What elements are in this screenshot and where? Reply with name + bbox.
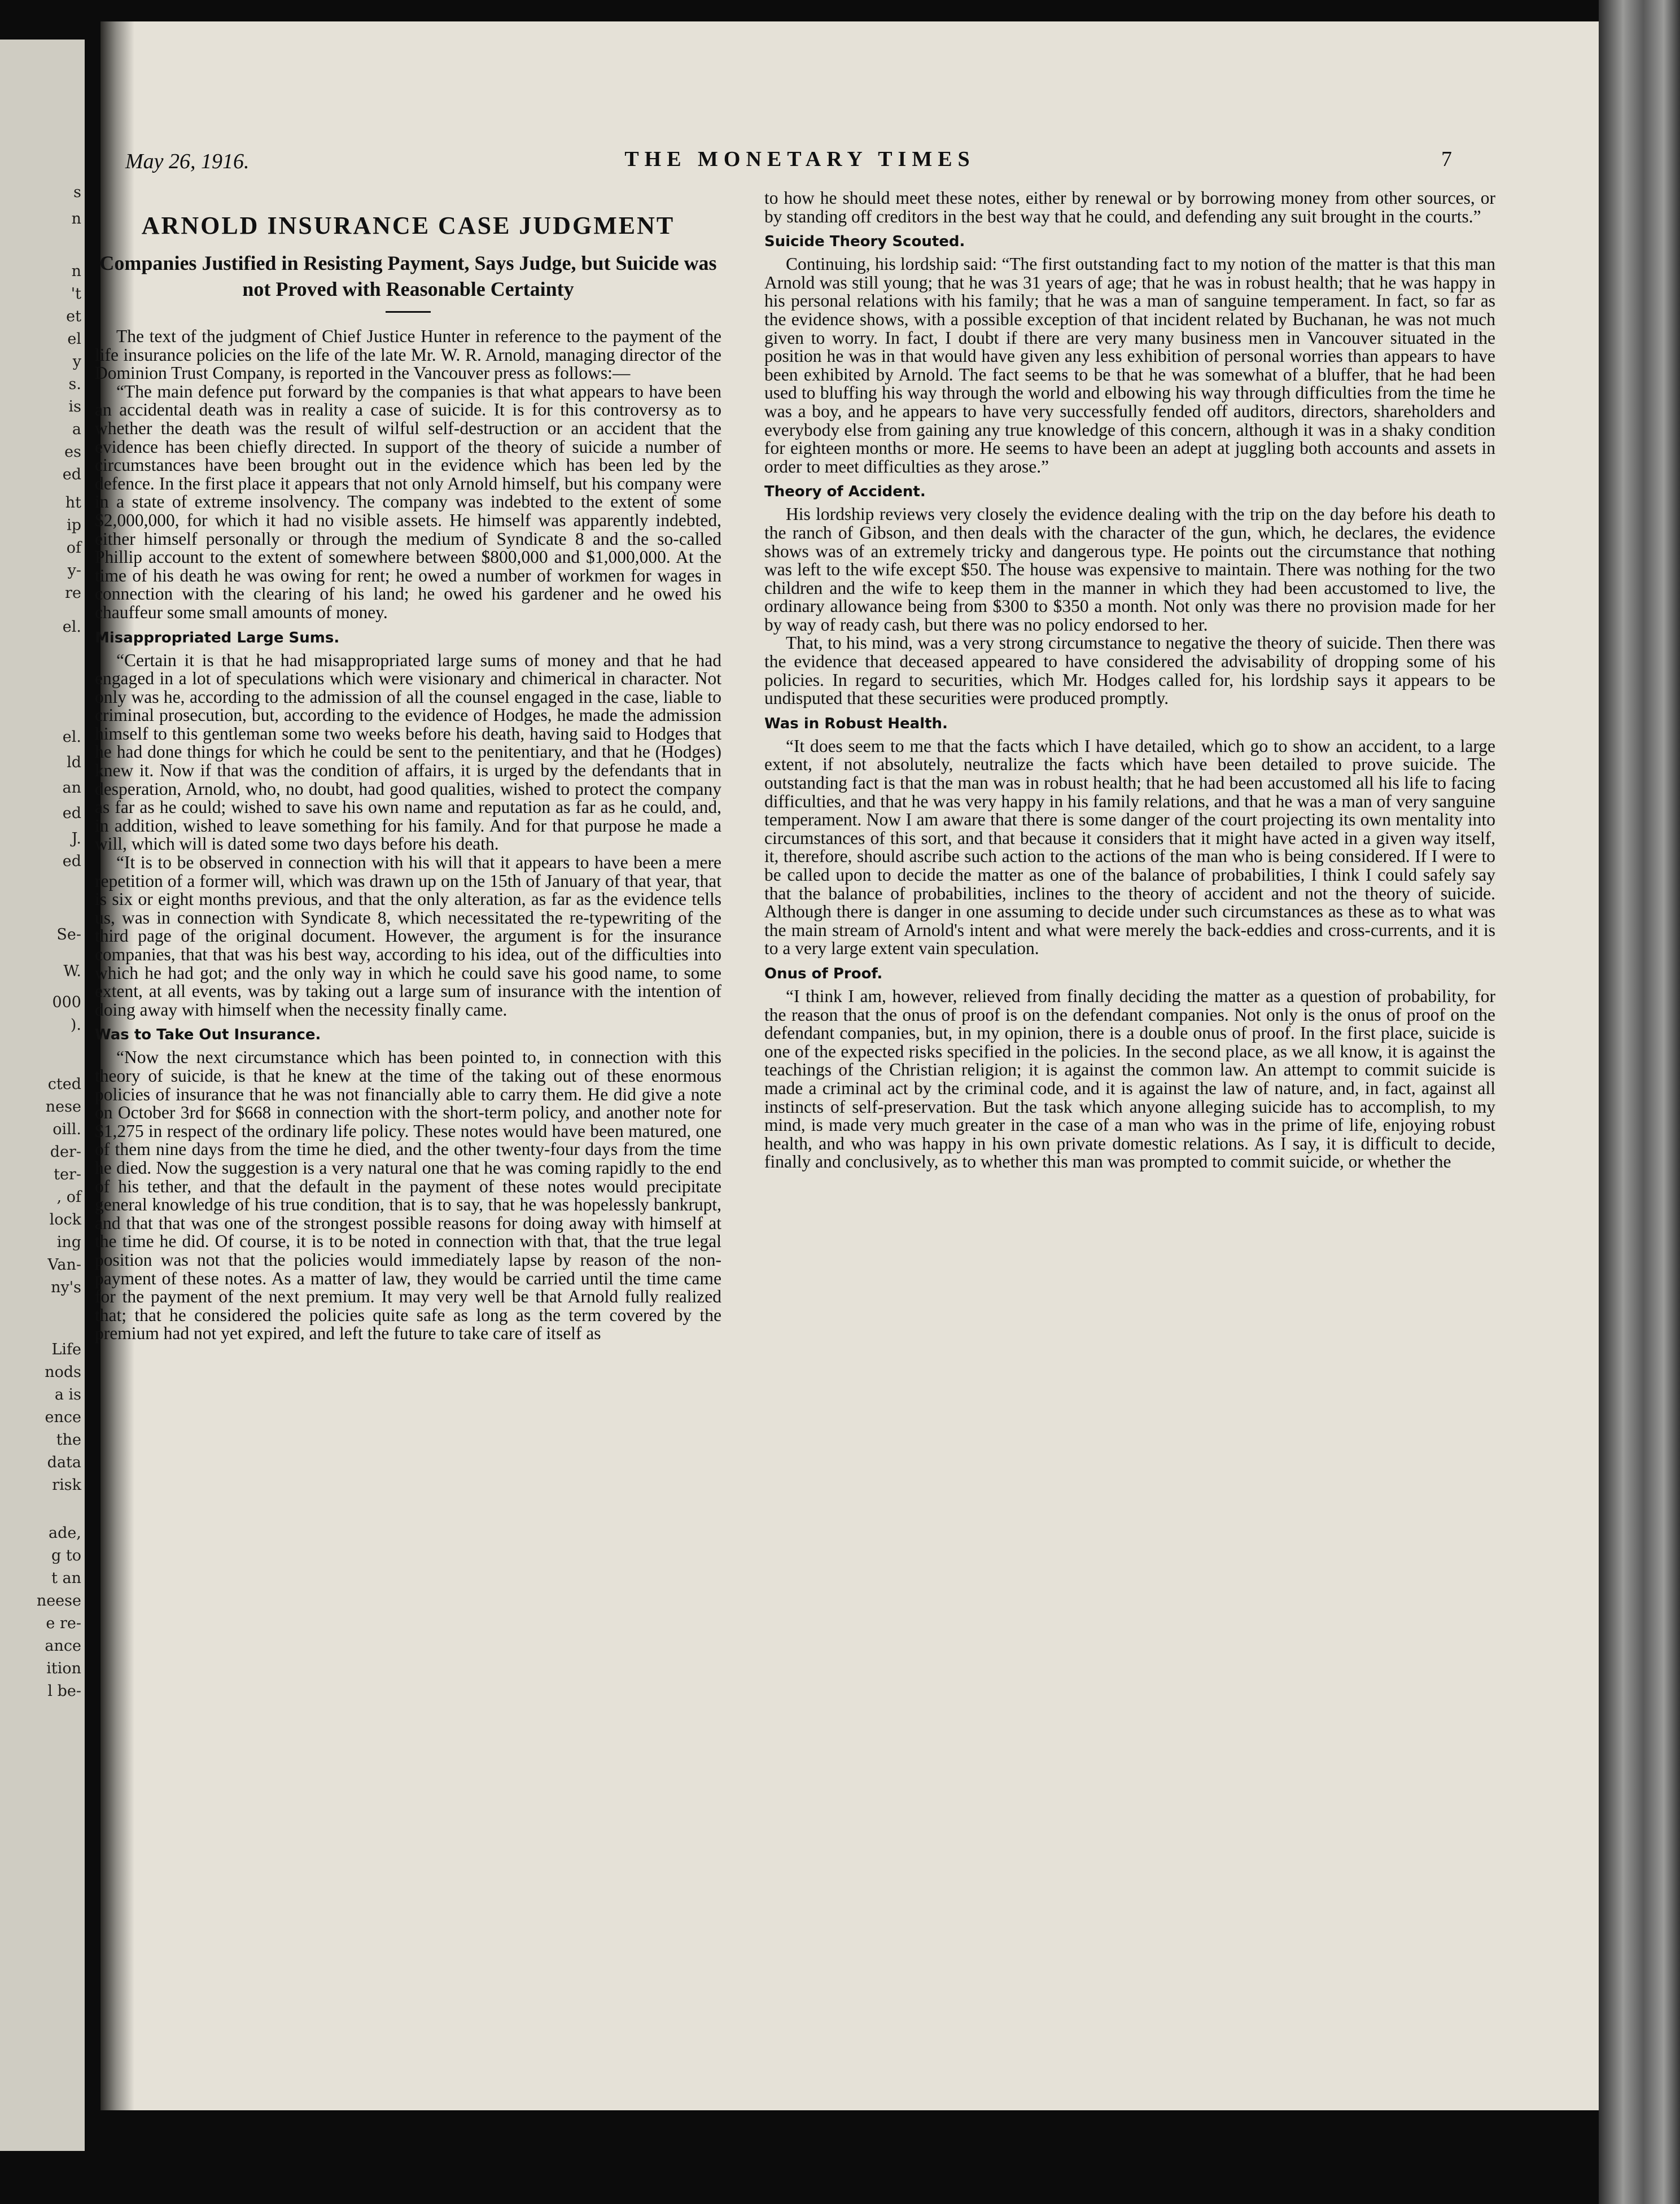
margin-fragment: ade, [49,1524,81,1542]
margin-fragment: ip [67,517,81,534]
margin-fragment: Life [51,1341,81,1358]
margin-fragment: ter- [54,1166,81,1183]
paragraph: That, to his mind, was a very strong circumstance to negative the theory of suicide. Then there was the evidence that deceased appeared to have considered the advisability of dropping some of his policies. In regard to securities, which Mr. Hodges called for, his lordship says it appears to be undisputed that these securities were produced promptly. [764,633,1495,709]
article-left-column [95,189,721,1343]
margin-fragment: ed [62,466,81,483]
margin-fragment: l be- [47,1682,81,1700]
right-column-body [764,189,1495,1171]
paragraph: Continuing, his lordship said: “The first outstanding fact to my notion of the matter is that this man Arnold was still young; that he was 31 years of age; that he was in robust health; that he was happy in his personal relations with his family; that he was a man of sanguine temperament. In fact, so far as the evidence shows, with a possible exception of that incident related by Buchanan, he was not much given to worry. In fact, I doubt if there are very many business men in Vancouver situated in the position he was in that would have given any less exhibition of personal worries than appears to have been exhibited by Arnold. The fact seems to be that he was somewhat of a bluffer, that he had been used to bluffing his way through the world and elbowing his way through difficulties from the time he was a boy, and he appears to have very successfully fended off auditors, directors, shareholders and everybody else from gaining any true knowledge of this concern, although it was in a shaky condition for eighteen months or more. He seems to have been an adept at juggling both accounts and assets in order to meet difficulties as they arose.” [764,254,1495,476]
margin-fragment: y [72,353,81,370]
section-heading: Onus of Proof. [764,965,883,982]
margin-fragment: of [66,539,81,557]
paragraph: “Certain it is that he had misappropriated large sums of money and that he had engaged in a lot of speculations which were visionary and chimerical in character. Not only was he, according to the admission of all the counsel engaged in the case, liable to criminal prosecution, but, according to the evidence of Hodges, he made the admission himself to this gentleman some two weeks before his death, having said to Hodges that he had done things for which he could be sent to the penitentiary, and that he (Hodges) knew it. Now if that was the condition of affairs, it is urged by the defendants that in desperation, Arnold, who, no doubt, had good qualities, wished to protect the company as far as he could; wished to save his own name and reputation as far as he could, and, in addition, wished to leave something for his family. And for that purpose he made a will, which will is dated some two days before his death. [95,650,721,854]
margin-fragment: the [56,1431,81,1449]
article-right-column [764,189,1495,1171]
section-heading: Was to Take Out Insurance. [95,1026,321,1044]
margin-fragment: J. [71,830,81,847]
margin-fragment: el [67,330,81,348]
margin-fragment: n [71,210,81,228]
margin-fragment: el. [62,618,81,636]
paragraph: The text of the judgment of Chief Justice Hunter in reference to the payment of the life insurance policies on the life of the late Mr. W. R. Arnold, managing director of the Dominion Trust Company, is reported in the Vancouver press as follows:— [95,326,721,383]
issue-date: May 26, 1916. [125,150,250,173]
article-deck: Companies Justified in Resisting Payment, Says Judge, but Suicide was not Proved with Reasonable Certainty [99,252,717,300]
margin-fragment: n [71,263,81,280]
margin-fragment: s [73,183,81,201]
book-spine [1599,0,1680,2204]
margin-fragment: ). [70,1016,81,1034]
left-column-body [95,327,721,1343]
section-heading: Theory of Accident. [764,483,926,501]
margin-fragment: W. [63,963,81,980]
margin-fragment: ance [45,1637,81,1655]
margin-fragment: re [65,584,81,602]
margin-fragment: neese [36,1592,81,1610]
margin-fragment: 000 [52,994,81,1011]
page-header [125,120,1475,173]
paragraph: “The main defence put forward by the companies is that what appears to have been an accidental death was in reality a case of suicide. It is for this controversy as to whether the death was the result of wilful self-destruction or an accident that the evidence has been chiefly directed. In support of the theory of suicide a number of circumstances have been brought out in the evidence which has been led by the defence. In the first place it appears that not only Arnold himself, but his company were in a state of extreme insolvency. The company was indebted to the extent of some $2,000,000, for which it had no visible assets. He himself was apparently indebted, either himself personally or through the medium of Syndicate 8 and the so-called Phillip account to the extent of somewhere between $800,000 and $1,000,000. At the time of his death he was owing for rent; he owed a number of workmen for wages in connection with the clearing of his land; he owed his gardener and he owed his chauffeur some small amounts of money. [95,381,721,622]
paragraph: “It is to be observed in connection with his will that it appears to have been a mere repetition of a former will, which was drawn up on the 15th of January of that year, that is six or eight months previous, and that the only alteration, as far as the evidence tells us, was in connection with Syndicate 8, which necessitated the re-typewriting of the third page of the original document. However, the argument is for the insurance companies, that that was his best way, according to his idea, out of the difficulties into which he had got; and the only way in which he could save his good name, to some extent, at all events, was by taking out a large sum of insurance with the intention of doing away with himself when the necessity finally came. [95,852,721,1020]
margin-fragment: an [62,779,81,797]
margin-fragment: cted [47,1075,81,1093]
margin-fragment: el. [62,728,81,746]
paragraph: “It does seem to me that the facts which I have detailed, which go to show an accident, to a large extent, if not absolutely, neutralize the facts which have been detailed to prove suicide. The outstanding fact is that the man was in robust health; that he had been accustomed all his life to facing difficulties, and that he was very happy in his family relations, and that he was a man of very sanguine temperament. Now I am aware that there is some danger of the court projecting its own mentality into circumstances of this sort, and that because it considers that it might have acted in a given way itself, it, therefore, should ascribe such action to the actions of the man who is being considered. If I were to be called upon to decide the matter as one of the balance of probabilities, I think I could safely say that the balance of probabilities, inclines to the theory of accident and not the theory of suicide. Although there is danger in one assuming to decide under such circumstances as these as to what was the main stream of Arnold's intent and what were merely the back-eddies and cross-currents, and it is to a very large extent vain speculation. [764,736,1495,959]
margin-fragment: ny's [51,1279,81,1296]
paragraph: “I think I am, however, relieved from finally deciding the matter as a question of probability, for the reason that the onus of proof is on the defendant companies. Not only is the onus of proof on the defendant companies, but, in my opinion, there is a double onus of proof. In the first place, suicide is one of the expected risks specified in the policies. In the second place, as we all know, it is against the teachings of the Christian religion; it is against the common law. An attempt to commit suicide is made a criminal act by the criminal code, and it is against the law of nature, and, in fact, against all instincts of self-preservation. But the task which anyone alleging suicide has to accomplish, to my mind, is made very much greater in the case of a man who was in the prime of life, enjoying robust health, and who was happy in his own private domestic relations. As I say, it is difficult to decide, finally and conclusively, as to whether this man was prompted to commit suicide, or whether the [764,986,1495,1172]
margin-fragment: risk [52,1476,81,1494]
margin-fragment: data [47,1454,81,1471]
paragraph: to how he should meet these notes, either by renewal or by borrowing money from other sources, or by standing off creditors in the best way that he could, and defending any suit brought in the courts.” [764,188,1495,226]
margin-fragment: nese [45,1098,81,1116]
margin-fragment: nods [45,1363,81,1381]
margin-fragment: g to [51,1547,81,1564]
margin-fragment: es [64,443,81,461]
page-number: 7 [1441,147,1452,171]
paragraph: His lordship reviews very closely the evidence dealing with the trip on the day before his death to the ranch of Gibson, and then deals with the character of the gun, which, he declares, the evidence shows was of an extremely tricky and dangerous type. He points out the circumstance that nothing was left to the wife except $50. The house was expensive to maintain. There was nothing for the two children and the wife to keep them in the manner in which they had been accustomed to live, the ordinary allowance being from $300 to $350 a month. Not only was there no provision made for her by way of ready cash, but there was no policy endorsed to her. [764,504,1495,635]
margin-fragment: ht [65,494,81,511]
margin-fragment: y- [67,562,81,579]
article-title: ARNOLD INSURANCE CASE JUDGMENT [141,212,675,239]
margin-fragment: der- [50,1143,81,1161]
margin-fragment: et [66,308,81,325]
facing-page-edge [0,40,85,2151]
margin-fragment: , of [56,1188,81,1206]
margin-fragment: a is [54,1386,81,1403]
margin-fragment: ld [67,754,81,771]
margin-fragment: is [68,398,81,416]
margin-fragment: ence [45,1409,81,1426]
section-heading: Was in Robust Health. [764,715,948,732]
margin-fragment: Se- [56,926,81,943]
paragraph: “Now the next circumstance which has been pointed to, in connection with this theory of suicide, is that he knew at the time of the taking out of these enormous policies of insurance that he was not financially able to carry them. He did give a note on October 3rd for $668 in connection with the short-term policy, and another note for $1,275 in respect of the ordinary life policy. These notes would have been matured, one of them nine days from the time he died, and the other twenty-four days from the time he died. Now the suggestion is a very natural one that he was coming rapidly to the end of his tether, and that the default in the payment of these notes would precipitate general knowledge of his true condition, that is to say, that he was hopelessly bankrupt, and that that was one of the strongest possible reasons for doing away with himself at the time he did. Of course, it is to be noted in connection with that, that the true legal position was not that the policies would immediately lapse by reason of the non-payment of these notes. As a matter of law, they would be carried until the time came for the payment of the next premium. It may very well be that Arnold fully realized that; that he considered the policies quite safe as long as the term covered by the premium had not yet expired, and left the future to take care of itself as [95,1047,721,1344]
margin-fragment: ed [62,804,81,822]
margin-fragment: ing [56,1234,81,1251]
margin-fragment: ed [62,852,81,870]
masthead: THE MONETARY TIMES [624,147,975,171]
margin-fragment: s. [68,375,81,393]
margin-fragment: lock [49,1211,81,1228]
margin-fragment: 't [71,285,81,303]
title-rule [386,311,431,313]
margin-fragment: ition [46,1660,81,1677]
margin-fragment: Van- [47,1256,81,1274]
margin-fragment: e re- [46,1615,81,1632]
margin-fragment: a [72,421,81,438]
section-heading: Misappropriated Large Sums. [95,629,340,646]
margin-fragment: oill. [53,1121,81,1138]
section-heading: Suicide Theory Scouted. [764,233,965,251]
margin-fragment: t an [51,1569,81,1587]
